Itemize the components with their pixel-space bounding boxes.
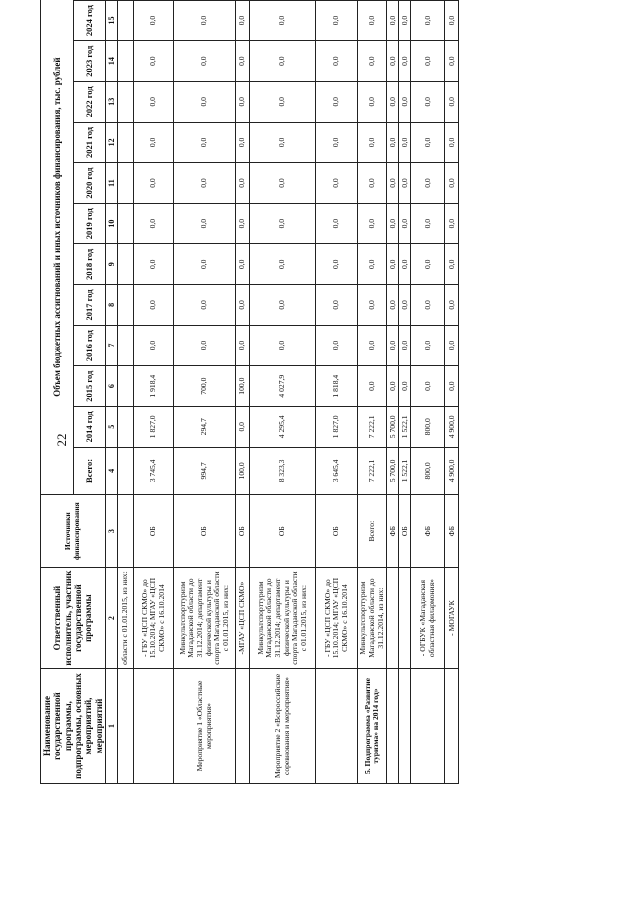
cell-responsible: Минкультспорттуризм Магаданской области до 31.12.2014, из них: — [358, 568, 387, 669]
cell-total: 100,0 — [236, 447, 250, 495]
header-year: 2016 год — [74, 325, 106, 366]
cell-year-value: 0,0 — [236, 325, 250, 366]
cell-year-value: 0,0 — [316, 163, 358, 204]
cell-year-value: 0,0 — [134, 325, 174, 366]
column-number: 10 — [106, 203, 118, 244]
column-number: 3 — [106, 495, 118, 568]
cell-year-value: 0,0 — [250, 81, 316, 122]
cell-year-value: 0,0 — [236, 163, 250, 204]
cell-year-value: 0,0 — [411, 285, 445, 326]
financing-table — [40, 0, 459, 784]
cell-program-name — [316, 669, 358, 784]
column-number: 8 — [106, 285, 118, 326]
cell-year-value: 0,0 — [134, 122, 174, 163]
cell-year-value: 0,0 — [250, 285, 316, 326]
cell-source: ФБ — [411, 495, 445, 568]
cell-year-value — [358, 0, 387, 41]
cell-program-name — [411, 669, 445, 784]
cell-year-value: 0,0 — [411, 244, 445, 285]
cell-year-value: 0,0 — [174, 244, 236, 285]
cell-year-value: 4 295,4 — [250, 406, 316, 447]
cell-year-value: 4 900,0 — [445, 406, 459, 447]
cell-year-value: 0,0 — [411, 203, 445, 244]
cell-responsible: - МОГАУК — [445, 568, 459, 669]
cell-total — [118, 447, 134, 495]
cell-year-value: 0,0 — [387, 203, 399, 244]
cell-year-value: 0,0 — [250, 122, 316, 163]
cell-year-value — [118, 366, 134, 407]
cell-responsible: -МГАУ «ЦСП СКМО» — [236, 568, 250, 669]
page-number: 22 — [54, 433, 69, 447]
table-row — [387, 0, 399, 784]
cell-year-value: 0,0 — [358, 163, 387, 204]
cell-program-name: Мероприятие 2 «Всероссийские соревнования и мероприятия» — [250, 669, 316, 784]
cell-year-value: 1 522,1 — [399, 406, 411, 447]
cell-year-value: 0,0 — [399, 122, 411, 163]
header-year: 2017 год — [74, 285, 106, 326]
cell-program-name — [134, 669, 174, 784]
cell-program-name: 5. Подпрограмма «Развитие туризма» на 2014 год» — [358, 669, 387, 784]
cell-year-value: 1 827,0 — [316, 406, 358, 447]
cell-year-value: 0,0 — [250, 163, 316, 204]
cell-year-value: 0,0 — [387, 366, 399, 407]
cell-year-value: 0,0 — [399, 41, 411, 82]
cell-year-value — [118, 325, 134, 366]
cell-total: 1 522,1 — [399, 447, 411, 495]
cell-year-value — [118, 81, 134, 122]
cell-year-value: 0,0 — [445, 163, 459, 204]
cell-responsible: - ГБУ «ЦСП СКМО» до 15.10.2014; МГАУ «ЦСП СКМО» с 16.10.2014 — [134, 568, 174, 669]
cell-year-value: 0,0 — [174, 122, 236, 163]
cell-year-value: 0,0 — [250, 41, 316, 82]
header-year: 2021 год — [74, 122, 106, 163]
cell-year-value: 0,0 — [399, 244, 411, 285]
cell-year-value: 0,0 — [174, 163, 236, 204]
cell-year-value: 0,0 — [445, 41, 459, 82]
header-responsible: Ответственный исполнитель, участник государственной программы — [41, 568, 106, 669]
cell-year-value: 0,0 — [236, 41, 250, 82]
cell-program-name — [445, 669, 459, 784]
column-number: 7 — [106, 325, 118, 366]
cell-source: ФБ — [445, 495, 459, 568]
cell-year-value: 0,0 — [134, 41, 174, 82]
cell-responsible: - ОГБУК «Магаданская областная филармония» — [411, 568, 445, 669]
cell-responsible — [399, 568, 411, 669]
header-year: 2015 год — [74, 366, 106, 407]
cell-year-value: 0,0 — [174, 325, 236, 366]
cell-total: 8 323,3 — [250, 447, 316, 495]
cell-year-value: 0,0 — [445, 0, 459, 41]
cell-year-value — [118, 203, 134, 244]
table-row — [399, 0, 411, 784]
column-number: 14 — [106, 41, 118, 82]
cell-year-value: 0,0 — [174, 41, 236, 82]
cell-year-value: 0,0 — [387, 41, 399, 82]
cell-year-value: 800,0 — [411, 406, 445, 447]
cell-source: ОБ — [134, 495, 174, 568]
header-year: 2018 год — [74, 244, 106, 285]
cell-year-value: 0,0 — [358, 81, 387, 122]
column-number: 11 — [106, 163, 118, 204]
cell-year-value: 0,0 — [236, 203, 250, 244]
cell-year-value: 1 918,4 — [134, 366, 174, 407]
cell-year-value: 0,0 — [358, 366, 387, 407]
cell-source: ОБ — [250, 495, 316, 568]
header-year: 2023 год — [74, 41, 106, 82]
cell-year-value: 0,0 — [399, 325, 411, 366]
cell-year-value: 0,0 — [445, 81, 459, 122]
cell-responsible: - ГБУ «ЦСП СКМО» до 15.10.2014; МГАУ «ЦСП СКМО» с 16.10.2014 — [316, 568, 358, 669]
cell-year-value: 0,0 — [174, 81, 236, 122]
header-source: Источники финансирования — [41, 495, 106, 568]
cell-program-name — [399, 669, 411, 784]
cell-program-name — [118, 669, 134, 784]
header-year: 2020 год — [74, 163, 106, 204]
cell-total: 5 700,0 — [387, 447, 399, 495]
cell-responsible: области с 01.01.2015, из них: — [118, 568, 134, 669]
cell-year-value: 0,0 — [445, 122, 459, 163]
cell-responsible — [387, 568, 399, 669]
cell-year-value: 0,0 — [358, 325, 387, 366]
cell-total: 3 645,4 — [316, 447, 358, 495]
cell-year-value — [118, 0, 134, 41]
cell-year-value: 0,0 — [134, 203, 174, 244]
cell-year-value: 0,0 — [174, 203, 236, 244]
cell-year-value: 100,0 — [236, 366, 250, 407]
cell-year-value: 0,0 — [387, 244, 399, 285]
cell-year-value: 0,0 — [316, 285, 358, 326]
rotated-table-container — [40, 0, 625, 784]
cell-total: 3 745,4 — [134, 447, 174, 495]
cell-year-value: 0,0 — [399, 203, 411, 244]
cell-year-value — [118, 122, 134, 163]
cell-year-value: 0,0 — [358, 41, 387, 82]
cell-source: ОБ — [399, 495, 411, 568]
cell-total: 4 900,0 — [445, 447, 459, 495]
cell-source: Всего: — [358, 495, 387, 568]
cell-year-value: 0,0 — [445, 203, 459, 244]
cell-year-value: 0,0 — [236, 122, 250, 163]
column-number: 5 — [106, 406, 118, 447]
cell-year-value: 0,0 — [316, 203, 358, 244]
column-number: 9 — [106, 244, 118, 285]
cell-year-value — [118, 406, 134, 447]
column-number: 4 — [106, 447, 118, 495]
table-row — [174, 0, 236, 784]
cell-year-value — [118, 41, 134, 82]
cell-year-value: 0,0 — [445, 366, 459, 407]
cell-year-value: 0,0 — [236, 285, 250, 326]
cell-year-value — [118, 285, 134, 326]
cell-year-value: 0,0 — [316, 244, 358, 285]
cell-year-value: 0,0 — [445, 325, 459, 366]
cell-year-value: 0,0 — [358, 122, 387, 163]
cell-year-value: 0,0 — [411, 325, 445, 366]
cell-year-value: 0,0 — [250, 203, 316, 244]
column-number: 13 — [106, 81, 118, 122]
header-year: 2014 год — [74, 406, 106, 447]
cell-year-value — [118, 163, 134, 204]
header-budget-title: Объем бюджетных ассигнований и иных источников финансирования, тыс. рублей — [41, 0, 74, 495]
cell-year-value: 0,0 — [445, 244, 459, 285]
header-year: 2022 год — [74, 81, 106, 122]
cell-year-value: 0,0 — [411, 366, 445, 407]
cell-responsible: Минкультспорттуризм Магаданской области до 31.12.2014; департамент физической культуры и спорта Магаданской области с 01.01.2015, из них: — [250, 568, 316, 669]
header-program-name: Наименование государственной программы, подпрограммы, основных мероприятий, мероприятий — [41, 669, 106, 784]
cell-source: ОБ — [316, 495, 358, 568]
cell-source: ОБ — [236, 495, 250, 568]
cell-year-value: 0,0 — [134, 285, 174, 326]
cell-year-value: 0,0 — [387, 163, 399, 204]
cell-year-value: 0,0 — [399, 163, 411, 204]
cell-year-value: 0,0 — [387, 285, 399, 326]
table-row — [316, 0, 358, 784]
column-number: 15 — [106, 0, 118, 41]
cell-year-value: 0,0 — [358, 285, 387, 326]
cell-year-value: 0,0 — [445, 285, 459, 326]
cell-year-value: 0,0 — [236, 0, 250, 41]
cell-source — [118, 495, 134, 568]
cell-year-value: 0,0 — [399, 81, 411, 122]
column-number: 6 — [106, 366, 118, 407]
cell-year-value: 0,0 — [316, 325, 358, 366]
cell-year-value — [399, 0, 411, 41]
cell-year-value — [118, 244, 134, 285]
cell-year-value: 0,0 — [387, 81, 399, 122]
table-row — [358, 0, 387, 784]
cell-year-value: 0,0 — [134, 0, 174, 41]
cell-year-value: 0,0 — [387, 0, 399, 41]
cell-year-value: 0,0 — [174, 285, 236, 326]
cell-year-value: 0,0 — [250, 244, 316, 285]
cell-responsible: Минкультспорттуризм Магаданской области до 31.12.2014; департамент физической культуры и спорта Магаданской области с 01.01.2015, из них: — [174, 568, 236, 669]
cell-total: 7 222,1 — [358, 447, 387, 495]
cell-year-value: 0,0 — [316, 81, 358, 122]
cell-year-value: 0,0 — [411, 0, 445, 41]
cell-program-name — [387, 669, 399, 784]
cell-source: ФБ — [387, 495, 399, 568]
cell-year-value: 0,0 — [236, 406, 250, 447]
table-row — [134, 0, 174, 784]
cell-program-name — [236, 669, 250, 784]
cell-year-value: 0,0 — [250, 325, 316, 366]
cell-year-value: 1 827,0 — [134, 406, 174, 447]
cell-year-value: 7 222,1 — [358, 406, 387, 447]
cell-year-value: 0,0 — [236, 81, 250, 122]
cell-year-value: 0,0 — [134, 81, 174, 122]
cell-year-value: 0,0 — [399, 366, 411, 407]
cell-year-value: 0,0 — [411, 41, 445, 82]
column-number: 12 — [106, 122, 118, 163]
cell-year-value: 0,0 — [236, 244, 250, 285]
cell-source: ОБ — [174, 495, 236, 568]
column-number: 2 — [106, 568, 118, 669]
cell-year-value: 0,0 — [316, 41, 358, 82]
table-row — [250, 0, 316, 784]
cell-program-name: Мероприятие 1 «Областные мероприятия» — [174, 669, 236, 784]
cell-year-value: 0,0 — [411, 122, 445, 163]
cell-year-value: 700,0 — [174, 366, 236, 407]
table-row — [236, 0, 250, 784]
cell-year-value — [174, 0, 236, 41]
table-row — [411, 0, 445, 784]
cell-total: 994,7 — [174, 447, 236, 495]
cell-year-value: 0,0 — [411, 81, 445, 122]
table-row — [445, 0, 459, 784]
cell-year-value: 0,0 — [387, 325, 399, 366]
header-year: 2024 год — [74, 0, 106, 41]
cell-total: 800,0 — [411, 447, 445, 495]
cell-year-value: 0,0 — [134, 244, 174, 285]
table-row — [118, 0, 134, 784]
cell-year-value: 0,0 — [358, 244, 387, 285]
header-year: 2019 год — [74, 203, 106, 244]
cell-year-value: 0,0 — [387, 122, 399, 163]
cell-year-value: 294,7 — [174, 406, 236, 447]
cell-year-value: 0,0 — [411, 163, 445, 204]
column-number: 1 — [106, 669, 118, 784]
cell-year-value: 0,0 — [358, 203, 387, 244]
header-total: Всего: — [74, 447, 106, 495]
cell-year-value: 5 700,0 — [387, 406, 399, 447]
cell-year-value: 0,0 — [134, 163, 174, 204]
cell-year-value: 0,0 — [399, 285, 411, 326]
cell-year-value: 4 027,9 — [250, 366, 316, 407]
cell-year-value: 1 818,4 — [316, 366, 358, 407]
cell-year-value: 0,0 — [316, 0, 358, 41]
cell-year-value: 0,0 — [316, 122, 358, 163]
cell-year-value — [250, 0, 316, 41]
